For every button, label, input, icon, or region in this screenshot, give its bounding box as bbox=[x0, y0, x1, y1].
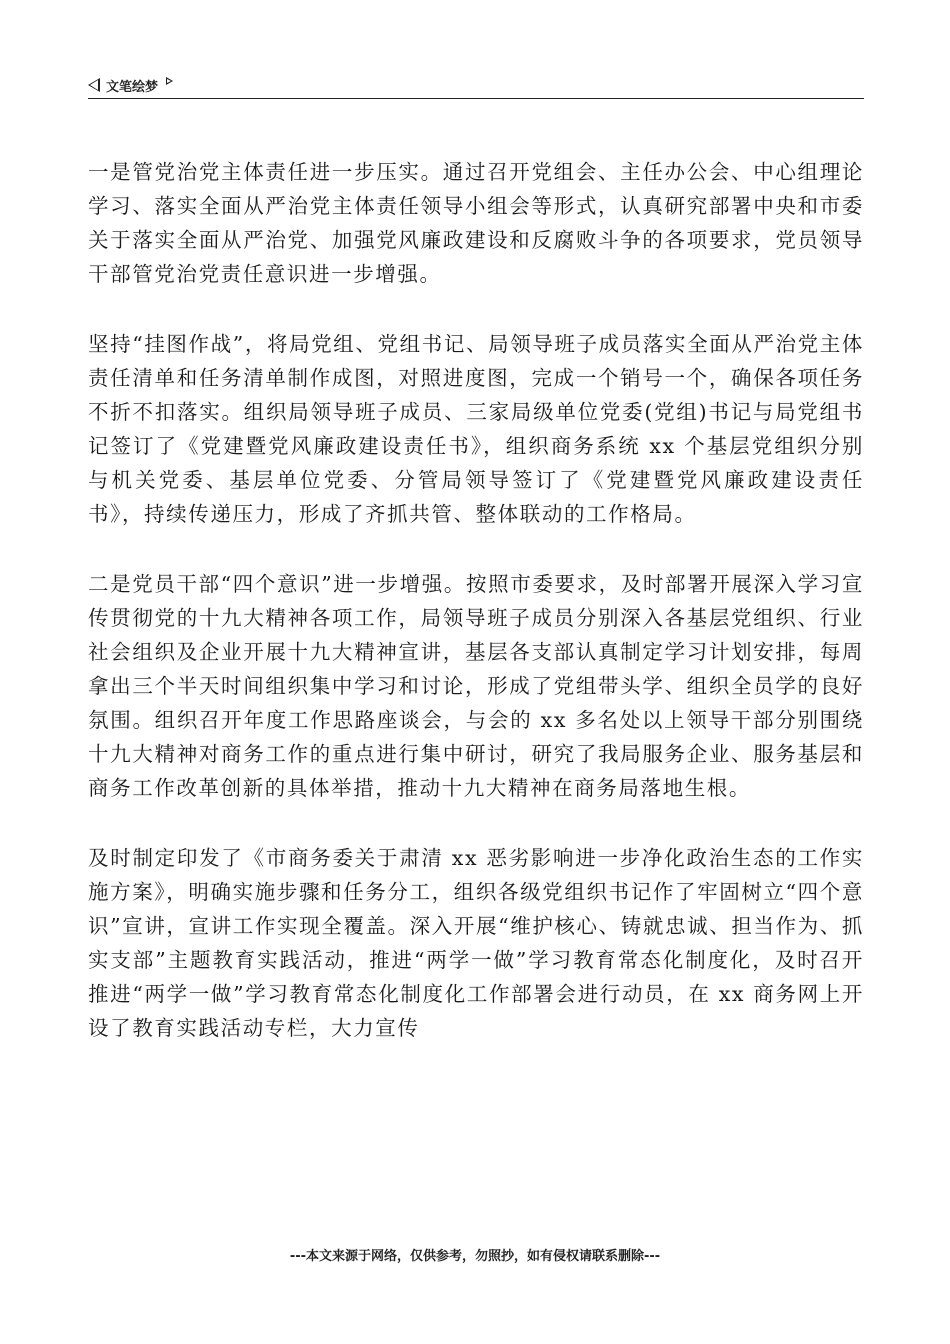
triangle-right-icon bbox=[166, 77, 173, 85]
paragraph-2: 坚持“挂图作战”，将局党组、党组书记、局领导班子成员落实全面从严治党主体责任清单和任务清单制作成图，对照进度图，完成一个销号一个，确保各项任务不折不扣落实。组织局领导班子成员、三家局级单位党委(党组)书记与局党组书记签订了《党建暨党风廉政建设责任书》，组织商务系统 xx 个基层党组织分别与机关党委、基层单位党委、分管局领导签订了《党建暨党风廉政建设责任书》，持续传递压力，形成了齐抓共管、整体联动的工作格局。 bbox=[88, 332, 864, 526]
paragraph-3: 二是党员干部“四个意识”进一步增强。按照市委要求，及时部署开展深入学习宣传贯彻党的十九大精神各项工作，局领导班子成员分别深入各基层党组织、行业社会组织及企业开展十九大精神宣讲，基层各支部认真制定学习计划安排，每周拿出三个半天时间组织集中学习和讨论，形成了党组带头学、组织全员学的良好氛围。组织召开年度工作思路座谈会，与会的 xx 多名处以上领导干部分别围绕十九大精神对商务工作的重点进行集中研讨，研究了我局服务企业、服务基层和商务工作改革创新的具体举措，推动十九大精神在商务局落地生根。 bbox=[88, 572, 864, 800]
document-body bbox=[88, 155, 864, 1081]
page-footer-disclaimer: ---本文来源于网络，仅供参考，勿照抄，如有侵权请联系删除--- bbox=[289, 1249, 661, 1264]
page-header bbox=[88, 72, 864, 99]
paragraph-1: 一是管党治党主体责任进一步压实。通过召开党组会、主任办公会、中心组理论学习、落实全面从严治党主体责任领导小组会等形式，认真研究部署中央和市委关于落实全面从严治党、加强党风廉政建设和反腐败斗争的各项要求，党员领导干部管党治党责任意识进一步增强。 bbox=[88, 160, 864, 286]
paragraph-4: 及时制定印发了《市商务委关于肃清 xx 恶劣影响进一步净化政治生态的工作实施方案》，明确实施步骤和任务分工，组织各级党组织书记作了牢固树立“四个意识”宣讲，宣讲工作实现全覆盖。深入开展“维护核心、铸就忠诚、担当作为、抓实支部”主题教育实践活动，推进“两学一做”学习教育常态化制度化，及时召开推进“两学一做”学习教育常态化制度化工作部署会进行动员，在 xx 商务网上开设了教育实践活动专栏，大力宣传 bbox=[88, 846, 864, 1040]
triangle-left-icon bbox=[88, 78, 100, 92]
header-title: 文笔绘梦 bbox=[106, 79, 159, 95]
